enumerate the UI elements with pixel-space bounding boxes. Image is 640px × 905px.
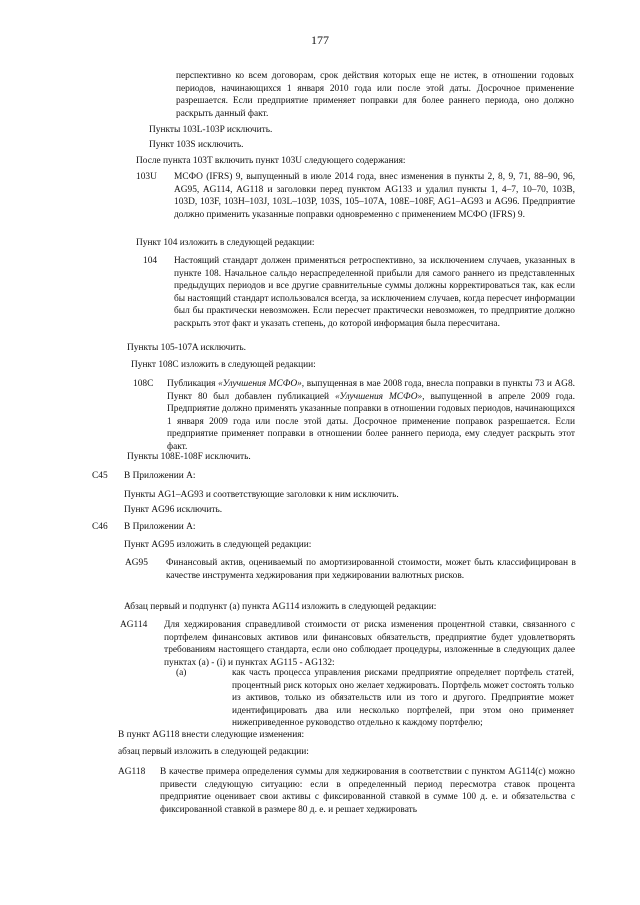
instruction-insert-103u: После пункта 103T включить пункт 103U следующего содержания: (136, 156, 406, 166)
paragraph-ag118-text: В качестве примера определения суммы для хеджирования в соответствии с пунктом AG114(c) можно привести следующую ситуацию: если в определенный период пересмотра ставок процента предприятие оценивает свои активы с фиксированной ставкой в сумме 100 д. е. и обязательства с фиксированной ставкой в размере 80 д. е. и решает хеджировать (160, 767, 575, 815)
paragraph-number-ag95: AG95 (125, 558, 148, 568)
paragraph-108c-post: выпущенной в апреле 2009 года. Предприятие должно применять указанные поправки в отношении годовых периодов, начинающихся 1 января 2009 года или после этой даты. Досрочное применение поправок разрешается. Если предприятие применяет поправки в отношении более раннего периода, ему следует раскрыть этот факт. (167, 391, 575, 452)
instruction-108c: Пункт 108C изложить в следующей редакции: (131, 360, 316, 370)
section-number-c46: C46 (92, 522, 108, 532)
instruction-ag96: Пункт AG96 исключить. (124, 505, 223, 515)
section-c46-text: В Приложении А: (124, 522, 196, 532)
paragraph-number-103u: 103U (136, 172, 157, 182)
publication-title-2: «Улучшения МСФО», (334, 391, 425, 402)
instruction-ag95: Пункт AG95 изложить в следующей редакции: (124, 540, 312, 550)
publication-title-1: «Улучшения МСФО», (218, 379, 305, 389)
page-number: 177 (311, 33, 329, 47)
instruction-104: Пункт 104 изложить в следующей редакции: (136, 238, 315, 248)
subparagraph-label-a: (a) (176, 668, 187, 678)
paragraph-number-104: 104 (143, 256, 158, 266)
paragraph-ag95-text: Финансовый актив, оцениваемый по амортизированной стоимости, может быть классифицирован в качестве инструмента хеджирования при хеджировании валютных рисков. (166, 558, 576, 581)
paragraph-108c-text (167, 378, 575, 454)
instruction-ag114: Абзац первый и подпункт (a) пункта AG114 изложить в следующей редакции: (124, 602, 437, 612)
instruction-108e-108f: Пункты 108E-108F исключить. (127, 452, 251, 462)
instruction-103s: Пункт 103S исключить. (149, 140, 244, 150)
instruction-first-para: абзац первый изложить в следующей редакции: (118, 747, 309, 757)
paragraph-number-108c: 108C (133, 379, 154, 389)
paragraph-number-ag118: AG118 (118, 767, 146, 777)
continuation-paragraph: перспективно ко всем договорам, срок действия которых еще не истек, в отношении годовых периодов, начинающихся 1 января 2010 года или после этой даты. Досрочное применение разрешается. Если предприятие применяет поправки для более раннего периода, оно должно раскрыть данный факт. (176, 71, 574, 119)
section-number-c45: C45 (92, 471, 108, 481)
paragraph-104-text: Настоящий стандарт должен применяться ретроспективно, за исключением случаев, указанных в пункте 108. Начальное сальдо нераспределенной прибыли для самого раннего из представленных предыдущих периодов и все другие сравнительные суммы должны корректироваться так, как если бы настоящий стандарт использовался всегда, за исключением случаев, когда пересчет информации был бы практически невозможен. Если пересчет практически невозможен, то предприятие должно раскрыть этот факт и указать степень, до которой информация была пересчитана. (174, 256, 575, 329)
instruction-103l-103p: Пункты 103L-103P исключить. (149, 125, 273, 135)
instruction-105-107a: Пункты 105-107A исключить. (127, 343, 246, 353)
paragraph-number-ag114: AG114 (120, 620, 148, 630)
paragraph-108c-pre: Публикация (167, 379, 219, 389)
paragraph-108c-mid: выпущенная в мае 2008 года, внесла поправки в пункты 73 и AG8. Пункт 80 был добавлен публикацией (167, 379, 575, 402)
instruction-ag118: В пункт AG118 внести следующие изменения: (118, 730, 305, 740)
paragraph-103u-text: МСФО (IFRS) 9, выпущенный в июле 2014 года, внес изменения в пункты 2, 8, 9, 71, 88–90, 96, AG95, AG114, AG118 и заголовки перед пунктом AG133 и удалил пункты 1, 4–7, 10–70, 103B, 103D, 103F, 103H–103J, 103L–103P, 103S, 105–107A, 108E–108F, AG1–AG93 и AG96. Предприятие должно применить указанные поправки одновременно с применением МСФО (IFRS) 9. (174, 172, 575, 220)
paragraph-ag114-text: Для хеджирования справедливой стоимости от риска изменения процентной ставки, связанного с портфелем финансовых активов или финансовых обязательств, предприятие будет удовлетворять требованиям настоящего стандарта, если оно соблюдает процедуры, изложенные в следующих далее пунктах (a) - (i) и пунктах AG115 - AG132: (164, 620, 575, 668)
section-c45-text: В Приложении А: (124, 471, 196, 481)
instruction-ag1-ag93: Пункты AG1–AG93 и соответствующие заголовки к ним исключить. (124, 490, 399, 500)
subparagraph-a-text: как часть процесса управления рисками предприятие определяет портфель статей, процентный риск которых оно желает хеджировать. Портфель может состоять только из активов, только из обязательств или из того и другого. Предприятие может идентифицировать два или несколько портфелей, при этом оно применяет нижеприведенное руководство отдельно к каждому портфелю; (232, 668, 574, 729)
